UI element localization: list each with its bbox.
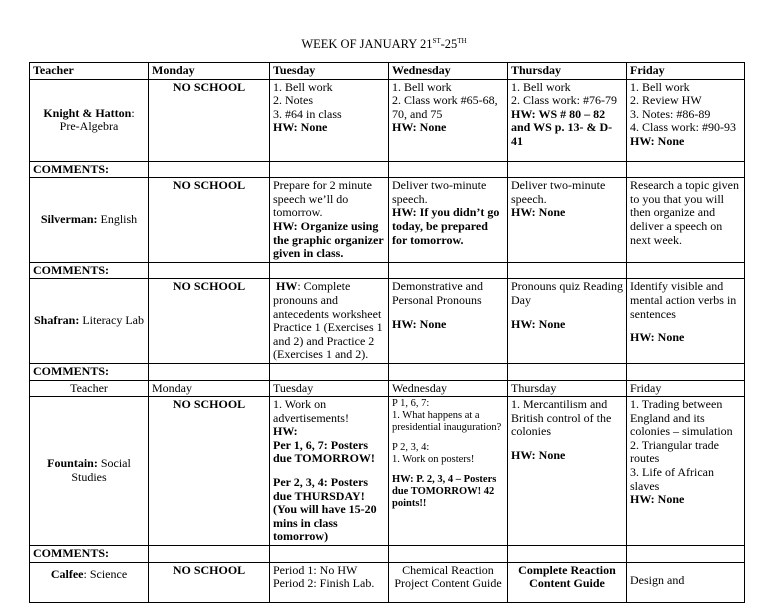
friday-cell: Identify visible and mental action verbs in sentences HW: None — [627, 279, 745, 364]
header-tuesday: Tuesday — [270, 380, 389, 397]
tuesday-cell: 1. Bell work 2. Notes 3. #64 in class HW: None — [270, 79, 389, 161]
monday-cell: NO SCHOOL — [149, 178, 270, 263]
row-calfee — [30, 562, 745, 602]
comments-label: COMMENTS: — [30, 262, 149, 279]
thursday-cell: 1. Mercantilism and British control of the colonies HW: None — [508, 397, 627, 546]
header-thursday: Thursday — [508, 63, 627, 80]
tuesday-cell: 1. Work on advertisements! HW: Per 1, 6, 7: Posters due TOMORROW! Per 2, 3, 4: Posters due THURSDAY! (You will have 15-20 mins in class tomorrow) — [270, 397, 389, 546]
teacher-cell: Knight & Hatton: Pre-Algebra — [30, 79, 149, 161]
friday-cell: Design and — [627, 562, 745, 602]
tuesday-cell: Prepare for 2 minute speech we’ll do tomorrow. HW: Organize using the graphic organizer given in class. — [270, 178, 389, 263]
monday-cell: NO SCHOOL — [149, 79, 270, 161]
monday-cell: NO SCHOOL — [149, 279, 270, 364]
page-title: WEEK OF JANUARY 21ST-25TH — [301, 37, 467, 51]
comments-label: COMMENTS: — [30, 363, 149, 380]
repeat-header-row — [30, 380, 745, 397]
header-friday: Friday — [627, 380, 745, 397]
wednesday-cell: Chemical Reaction Project Content Guide — [389, 562, 508, 602]
header-wednesday: Wednesday — [389, 380, 508, 397]
header-monday: Monday — [149, 63, 270, 80]
comments-label: COMMENTS: — [30, 546, 149, 563]
comments-row — [30, 262, 745, 279]
wednesday-cell: Deliver two-minute speech. HW: If you didn’t go today, be prepared for tomorrow. — [389, 178, 508, 263]
header-wednesday: Wednesday — [389, 63, 508, 80]
comments-row — [30, 161, 745, 178]
header-thursday: Thursday — [508, 380, 627, 397]
tuesday-cell: Period 1: No HW Period 2: Finish Lab. — [270, 562, 389, 602]
tuesday-cell: HW: Complete pronouns and antecedents worksheet Practice 1 (Exercises 1 and 2) and Practice 2 (Exercises 1 and 2). — [270, 279, 389, 364]
friday-cell: 1. Trading between England and its colonies – simulation 2. Triangular trade routes 3. Life of African slaves HW: None — [627, 397, 745, 546]
wednesday-cell: 1. Bell work 2. Class work #65-68, 70, and 75 HW: None — [389, 79, 508, 161]
wednesday-cell: P 1, 6, 7: 1. What happens at a presidential inauguration? P 2, 3, 4: 1. Work on posters! HW: P. 2, 3, 4 – Posters due TOMORROW! 42 points!! — [389, 397, 508, 546]
teacher-cell: Fountain: Social Studies — [30, 397, 149, 546]
header-tuesday: Tuesday — [270, 63, 389, 80]
comments-row — [30, 546, 745, 563]
header-monday: Monday — [149, 380, 270, 397]
monday-cell: NO SCHOOL — [149, 397, 270, 546]
teacher-cell: Silverman: English — [30, 178, 149, 263]
teacher-cell: Shafran: Literacy Lab — [30, 279, 149, 364]
wednesday-cell: Demonstrative and Personal Pronouns HW: None — [389, 279, 508, 364]
friday-cell: 1. Bell work 2. Review HW 3. Notes: #86-89 4. Class work: #90-93 HW: None — [627, 79, 745, 161]
row-knight-hatton — [30, 79, 745, 161]
row-shafran — [30, 279, 745, 364]
comments-label: COMMENTS: — [30, 161, 149, 178]
thursday-cell: Pronouns quiz Reading Day HW: None — [508, 279, 627, 364]
header-row — [30, 63, 745, 80]
schedule-table — [29, 62, 745, 603]
header-teacher: Teacher — [30, 380, 149, 397]
thursday-cell: 1. Bell work 2. Class work: #76-79 HW: WS # 80 – 82 and WS p. 13- & D-41 — [508, 79, 627, 161]
monday-cell: NO SCHOOL — [149, 562, 270, 602]
comments-row — [30, 363, 745, 380]
header-teacher: Teacher — [30, 63, 149, 80]
header-friday: Friday — [627, 63, 745, 80]
thursday-cell: Deliver two-minute speech. HW: None — [508, 178, 627, 263]
row-fountain — [30, 397, 745, 546]
teacher-cell: Calfee: Science — [30, 562, 149, 602]
friday-cell: Research a topic given to you that you will then organize and deliver a speech on next week. — [627, 178, 745, 263]
thursday-cell: Complete Reaction Content Guide — [508, 562, 627, 602]
row-silverman — [30, 178, 745, 263]
